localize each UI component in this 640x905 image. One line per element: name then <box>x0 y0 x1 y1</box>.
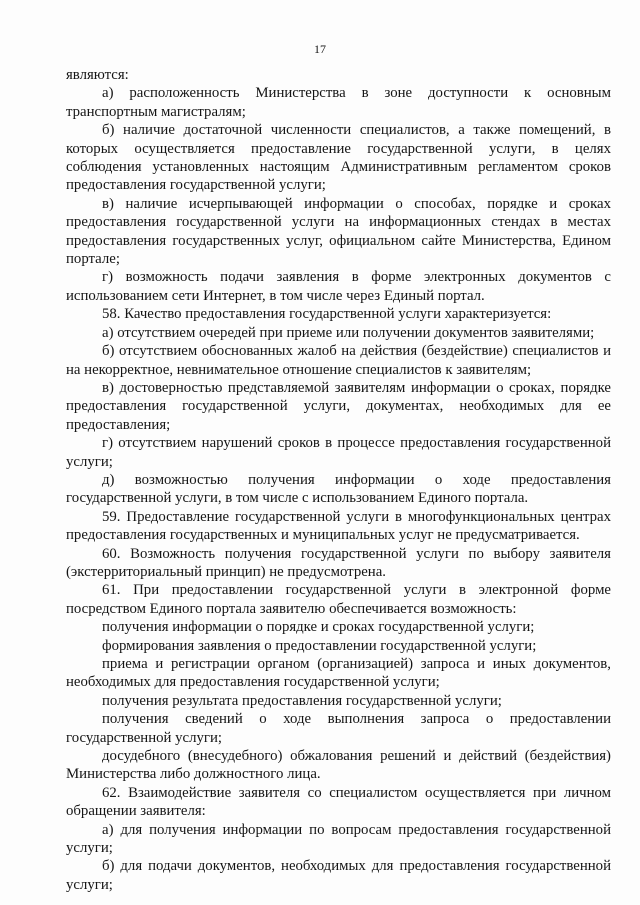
paragraph: б) для подачи документов, необходимых для предоставления государственной услуги; <box>66 858 611 893</box>
paragraph: а) расположенность Министерства в зоне доступности к основным транспортным магистралям; <box>66 85 611 120</box>
paragraph: 62. Взаимодействие заявителя со специалистом осуществляется при личном обращении заявителя: <box>66 784 611 820</box>
document-body <box>66 66 611 894</box>
paragraph: 61. При предоставлении государственной услуги в электронной форме посредством Единого портала заявителю обеспечивается возможность: <box>66 582 611 617</box>
paragraph: в) наличие исчерпывающей информации о способах, порядке и сроках предоставления государственной услуги на информационных стендах в местах предоставления государственных услуг, официальном сайте Министерства, Едином портале; <box>66 195 611 268</box>
paragraph: получения сведений о ходе выполнения запроса о предоставлении государственной услуги; <box>66 711 611 746</box>
paragraph: досудебного (внесудебного) обжалования решений и действий (бездействия) Министерства либо должностного лица. <box>66 748 611 783</box>
paragraph: приема и регистрации органом (организацией) запроса и иных документов, необходимых для предоставления государственной услуги; <box>66 656 611 691</box>
paragraph: а) отсутствием очередей при приеме или получении документов заявителями; <box>102 324 595 341</box>
paragraph: являются: <box>66 67 129 83</box>
paragraph: формирования заявления о предоставлении государственной услуги; <box>102 637 537 654</box>
paragraph: получения результата предоставления государственной услуги; <box>102 692 502 709</box>
paragraph: б) наличие достаточной численности специалистов, а также помещений, в которых осуществляется предоставление государственной услуги, в целях соблюдения установленных настоящим Административным регламентом сроков предоставления государственной услуги; <box>66 122 611 194</box>
paragraph: 58. Качество предоставления государственной услуги характеризуется: <box>102 306 552 323</box>
paragraph: 60. Возможность получения государственной услуги по выбору заявителя (экстерриториальный принцип) не предусмотрена. <box>66 545 611 580</box>
paragraph: г) возможность подачи заявления в форме электронных документов с использованием сети Интернет, в том числе через Единый портал. <box>66 269 611 304</box>
paragraph: б) отсутствием обоснованных жалоб на действия (бездействие) специалистов и на некорректное, невнимательное отношение специалистов к заявителям; <box>66 343 611 378</box>
paragraph: получения информации о порядке и сроках государственной услуги; <box>102 619 535 636</box>
paragraph: а) для получения информации по вопросам предоставления государственной услуги; <box>66 821 611 857</box>
page-number: 17 <box>314 42 326 56</box>
paragraph: 59. Предоставление государственной услуги в многофункциональных центрах предоставления государственных и муниципальных услуг не предусматривается. <box>66 508 611 544</box>
paragraph: г) отсутствием нарушений сроков в процессе предоставления государственной услуги; <box>66 435 611 470</box>
paragraph: в) достоверностью представляемой заявителям информации о сроках, порядке предоставления государственной услуги, документах, необходимых для ее предоставления; <box>66 379 611 433</box>
paragraph: д) возможностью получения информации о ходе предоставления государственной услуги, в том числе с использованием Единого портала. <box>66 471 611 507</box>
